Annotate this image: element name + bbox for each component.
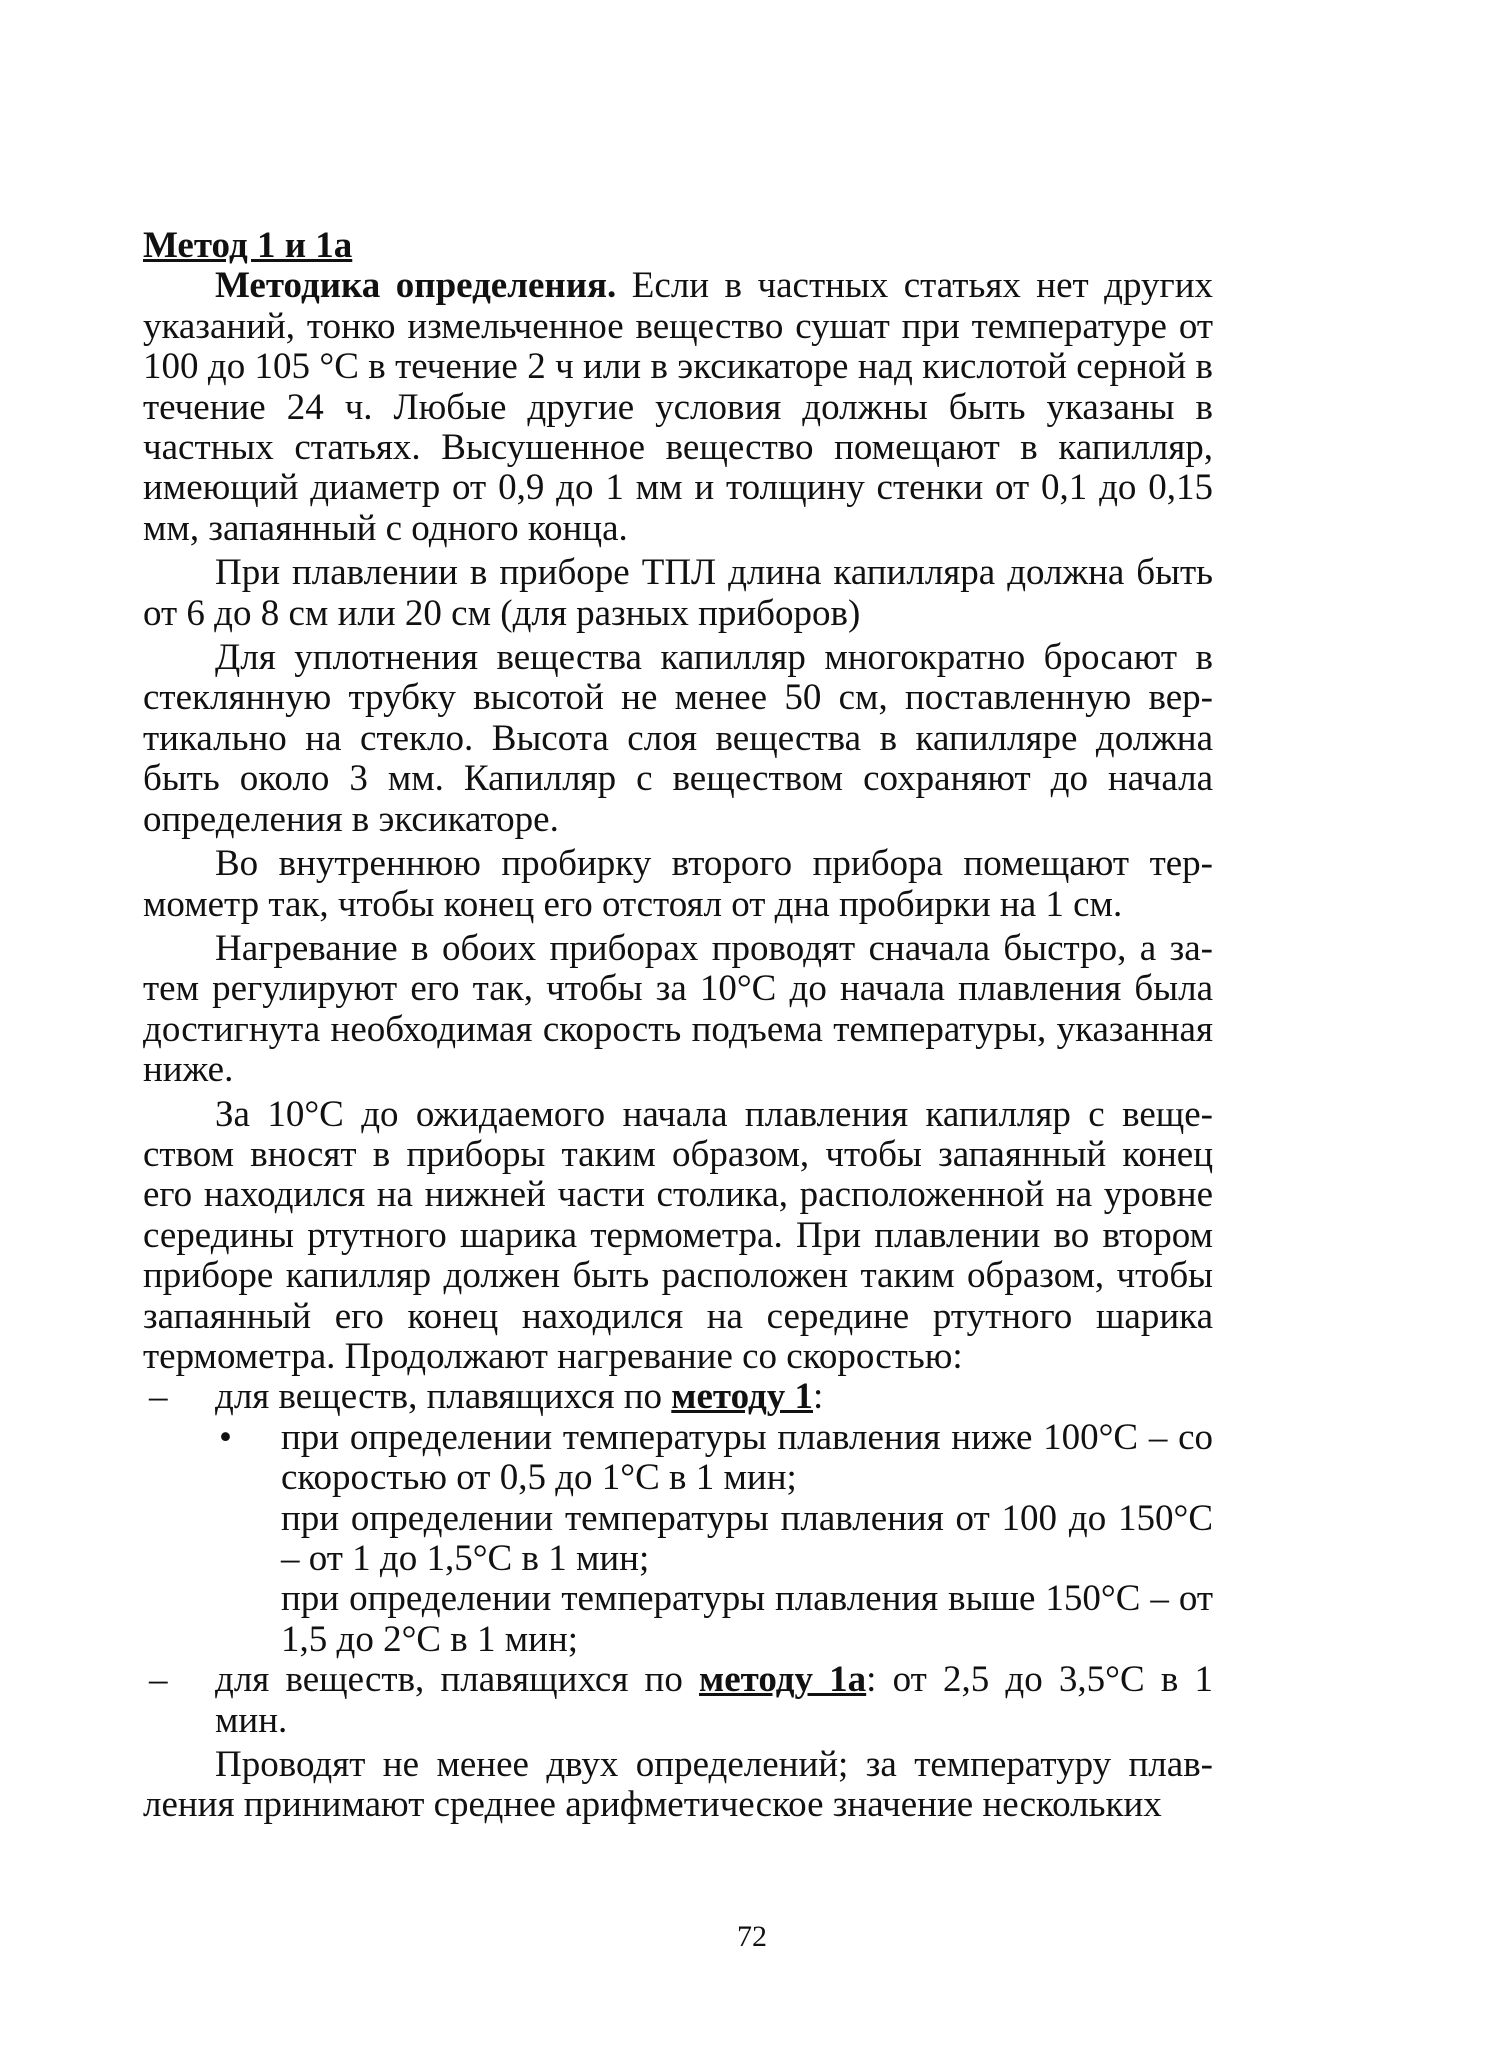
method-1-reference: методу 1 (671, 1376, 814, 1418)
paragraph-capillary-length: При плавлении в приборе ТПЛ длина капилляра должна быть от 6 до 8 см или 20 см (для разных приборов) (143, 552, 1213, 634)
section-heading: Метод 1 и 1а (143, 225, 353, 266)
list-item-prefix: для веществ, плавящихся по (215, 1659, 700, 1701)
method-1a-reference: методу 1а (699, 1659, 867, 1701)
list-item-prefix: для веществ, плавящихся по (215, 1376, 672, 1418)
document-body (143, 226, 1213, 1826)
sub-item-above-150: при определении температуры плавления выше 150°С – от 1,5 до 2°С в 1 мин; (281, 1578, 1213, 1660)
paragraph-insertion: За 10°С до ожидаемого начала плавления капилляр с веществом вносят в приборы таким образом, чтобы запаянный конец его находился на нижней части столика, расположенной на уровне середины ртутного шарика термометра. При плавлении во втором приборе капилляр должен быть расположен таким образом, чтобы запаянный его конец находился на середине ртутного шарика термометра. Продолжают нагревание со скоростью: (143, 1093, 1213, 1377)
dash-marker: – (149, 1659, 168, 1701)
paragraph-thermometer: Во внутреннюю пробирку второго прибора помещают термометр так, чтобы конец его отстоял от дна пробирки на 1 см. (143, 843, 1213, 925)
paragraph-compaction: Для уплотнения вещества капилляр многократно бросают в стеклянную трубку высотой не менее 50 см, поставленную вертикально на стекло. Высота слоя вещества в капилляре должна быть около 3 мм. Капилляр с веществом сохраняют до начала определения в эксикаторе. (143, 637, 1213, 840)
sub-item-text: при определении температуры плавления ниже 100°С – со скоростью от 0,5 до 1°С в 1 мин; (281, 1416, 1213, 1499)
paragraph-heating: Нагревание в обоих приборах проводят сначала быстро, а затем регулируют его так, чтобы за 10°С до начала плавления была достигнута необходимая скорость подъема температуры, указанная ниже. (143, 927, 1213, 1091)
sub-item-below-100 (143, 1418, 1213, 1499)
paragraph-method-text: Если в частных статьях нет других указаний, тонко измельченное вещество сушат при температуре от 100 до 105 °С в течение 2 ч или в эксикаторе над кислотой серной в течение 24 ч. Любые другие условия должны быть указаны в частных статьях. Высушенное вещество помещают в капилляр, имеющий диаметр от 0,9 до 1 мм и толщину стенки от 0,1 до 0,15 мм, запаянный с одного конца. (143, 265, 1213, 549)
list-item-method-1 (143, 1377, 1213, 1417)
dash-marker: – (149, 1376, 168, 1418)
bullet-marker: • (219, 1416, 232, 1458)
paragraph-determinations: Проводят не менее двух определений; за температуру плавления принимают среднее арифметическое значение нескольких (143, 1744, 1213, 1826)
list-item-method-1a (143, 1660, 1213, 1741)
sub-item-100-150: при определении температуры плавления от 100 до 150°С – от 1 до 1,5°С в 1 мин; (281, 1497, 1213, 1579)
paragraph-method (143, 266, 1213, 549)
page-number: 72 (737, 1920, 767, 1953)
list-item-suffix: : от 2,5 до 3,5°С в 1 мин. (215, 1659, 1213, 1741)
run-in-heading: Методика определения. (215, 265, 617, 307)
list-item-suffix: : (813, 1376, 824, 1418)
